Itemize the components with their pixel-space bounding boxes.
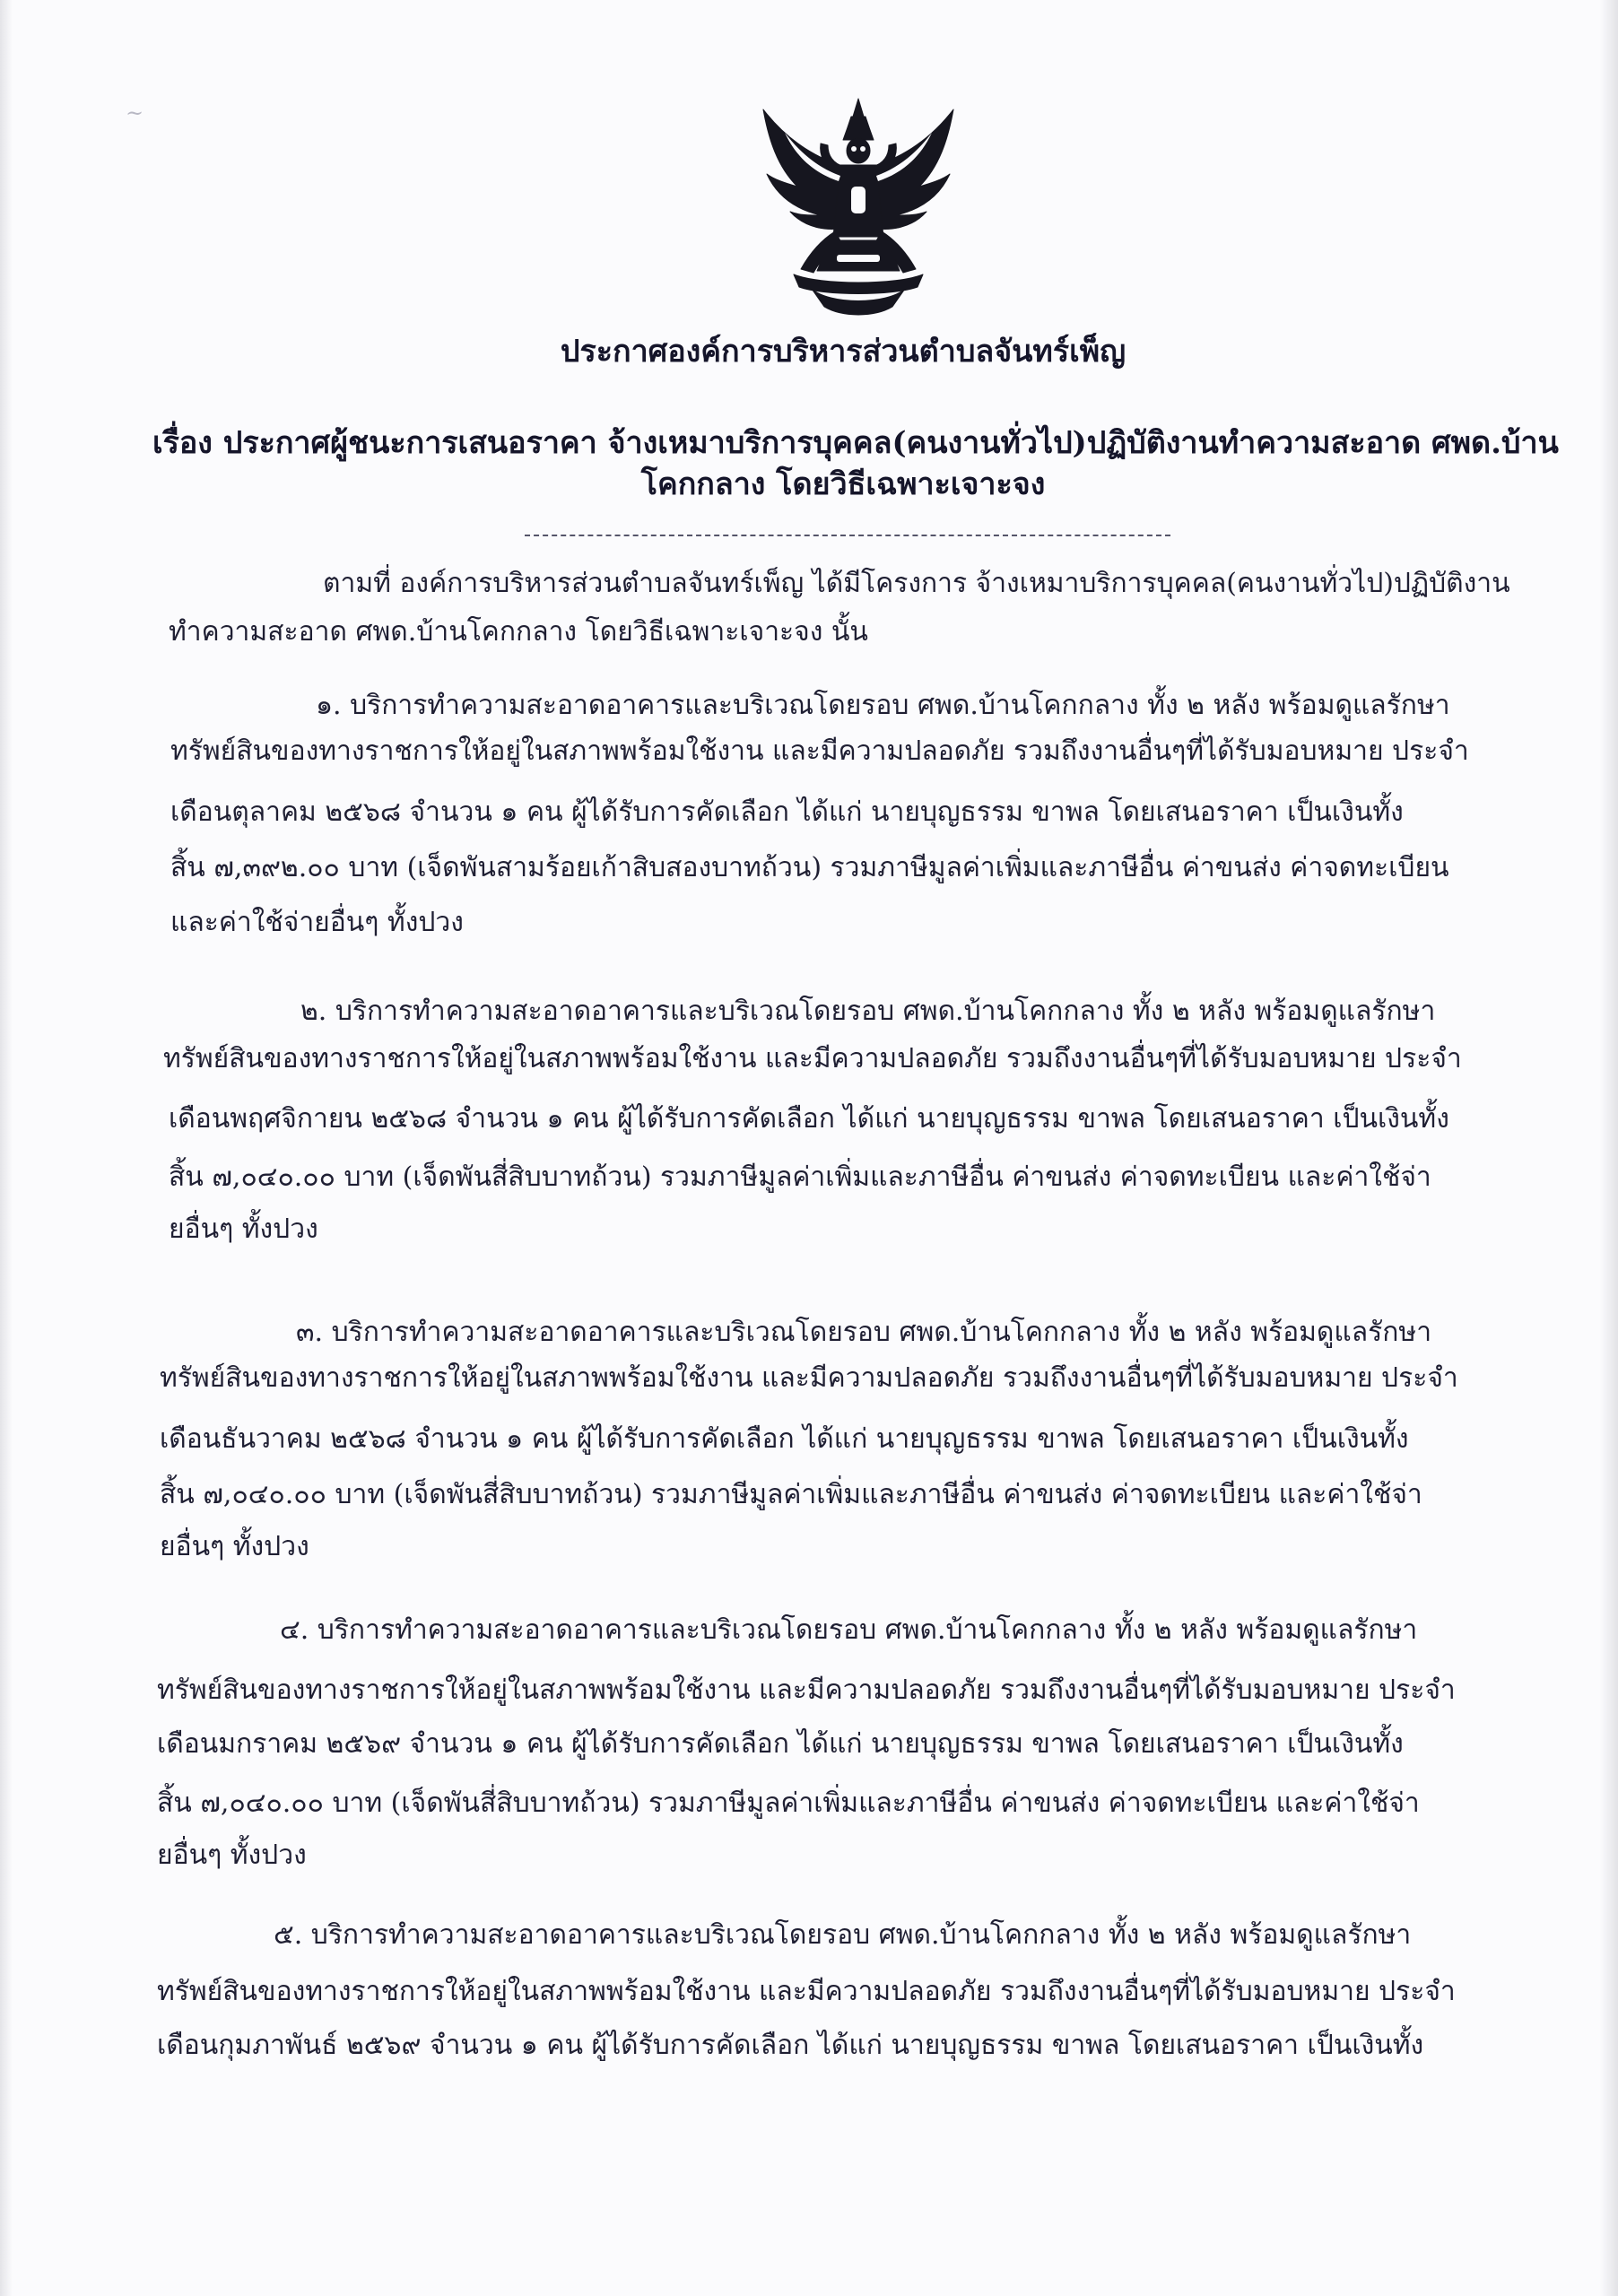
item-line: ทรัพย์สินของทางราชการให้อยู่ในสภาพพร้อมใช้งาน และมีความปลอดภัย รวมถึงงานอื่นๆที่ได้รับมอบหมาย ประจำ — [160, 1362, 1458, 1394]
announcement-subject: เรื่อง ประกาศผู้ชนะการเสนอราคา จ้างเหมาบริการบุคคล(คนงานทั่วไป)ปฏิบัติงานทำความสะอาด ศพด.บ้าน — [152, 425, 1559, 461]
item-line: สิ้น ๗,๐๔๐.๐๐ บาท (เจ็ดพันสี่สิบบาทถ้วน) รวมภาษีมูลค่าเพิ่มและภาษีอื่น ค่าขนส่ง ค่าจดทะเบียน และค่าใช้จ่า — [160, 1479, 1422, 1510]
item-line: เดือนพฤศจิกายน ๒๕๖๘ จำนวน ๑ คน ผู้ได้รับการคัดเลือก ได้แก่ นายบุญธรรม ขาพล โดยเสนอราคา เป็นเงินทั้ง — [169, 1103, 1449, 1135]
item-line: เดือนกุมภาพันธ์ ๒๕๖๙ จำนวน ๑ คน ผู้ได้รับการคัดเลือก ได้แก่ นายบุญธรรม ขาพล โดยเสนอราคา เป็นเงินทั้ง — [157, 2030, 1424, 2061]
item-line: ยอื่นๆ ทั้งปวง — [157, 1839, 307, 1871]
item-line: สิ้น ๗,๐๔๐.๐๐ บาท (เจ็ดพันสี่สิบบาทถ้วน) รวมภาษีมูลค่าเพิ่มและภาษีอื่น ค่าขนส่ง ค่าจดทะเบียน และค่าใช้จ่า — [169, 1161, 1431, 1193]
item-line: และค่าใช้จ่ายอื่นๆ ทั้งปวง — [170, 907, 464, 938]
item-line: เดือนมกราคม ๒๕๖๙ จำนวน ๑ คน ผู้ได้รับการคัดเลือก ได้แก่ นายบุญธรรม ขาพล โดยเสนอราคา เป็นเงินทั้ง — [157, 1728, 1404, 1760]
item-line: ทรัพย์สินของทางราชการให้อยู่ในสภาพพร้อมใช้งาน และมีความปลอดภัย รวมถึงงานอื่นๆที่ได้รับมอบหมาย ประจำ — [157, 1674, 1456, 1706]
item-line: ๑. บริการทำความสะอาดอาคารและบริเวณโดยรอบ ศพด.บ้านโคกกลาง ทั้ง ๒ หลัง พร้อมดูแลรักษา — [316, 690, 1450, 721]
announcement-title: ประกาศองค์การบริหารส่วนตำบลจันทร์เพ็ญ — [560, 334, 1127, 370]
garuda-emblem-icon — [758, 97, 960, 321]
item-line: ยอื่นๆ ทั้งปวง — [169, 1213, 318, 1245]
item-line: ทรัพย์สินของทางราชการให้อยู่ในสภาพพร้อมใช้งาน และมีความปลอดภัย รวมถึงงานอื่นๆที่ได้รับมอบหมาย ประจำ — [157, 1976, 1456, 2007]
intro-line: ตามที่ องค์การบริหารส่วนตำบลจันทร์เพ็ญ ได้มีโครงการ จ้างเหมาบริการบุคคล(คนงานทั่วไป)ปฏิบัติงาน — [323, 568, 1510, 599]
item-line: ยอื่นๆ ทั้งปวง — [160, 1531, 309, 1562]
intro-line: ทำความสะอาด ศพด.บ้านโคกกลาง โดยวิธีเฉพาะเจาะจง นั้น — [169, 616, 868, 648]
item-line: ๕. บริการทำความสะอาดอาคารและบริเวณโดยรอบ ศพด.บ้านโคกกลาง ทั้ง ๒ หลัง พร้อมดูแลรักษา — [274, 1919, 1412, 1951]
item-line: เดือนธันวาคม ๒๕๖๘ จำนวน ๑ คน ผู้ได้รับการคัดเลือก ได้แก่ นายบุญธรรม ขาพล โดยเสนอราคา เป็นเงินทั้ง — [160, 1423, 1409, 1455]
heading-divider — [525, 535, 1170, 536]
item-line: ๒. บริการทำความสะอาดอาคารและบริเวณโดยรอบ ศพด.บ้านโคกกลาง ทั้ง ๒ หลัง พร้อมดูแลรักษา — [300, 996, 1436, 1027]
item-line: เดือนตุลาคม ๒๕๖๘ จำนวน ๑ คน ผู้ได้รับการคัดเลือก ได้แก่ นายบุญธรรม ขาพล โดยเสนอราคา เป็นเงินทั้ง — [170, 796, 1404, 828]
item-line: สิ้น ๗,๐๔๐.๐๐ บาท (เจ็ดพันสี่สิบบาทถ้วน) รวมภาษีมูลค่าเพิ่มและภาษีอื่น ค่าขนส่ง ค่าจดทะเบียน และค่าใช้จ่า — [157, 1787, 1420, 1819]
announcement-subject-cont: โคกกลาง โดยวิธีเฉพาะเจาะจง — [640, 466, 1046, 502]
item-line: ๓. บริการทำความสะอาดอาคารและบริเวณโดยรอบ ศพด.บ้านโคกกลาง ทั้ง ๒ หลัง พร้อมดูแลรักษา — [296, 1317, 1432, 1348]
item-line: ทรัพย์สินของทางราชการให้อยู่ในสภาพพร้อมใช้งาน และมีความปลอดภัย รวมถึงงานอื่นๆที่ได้รับมอบหมาย ประจำ — [170, 735, 1469, 767]
item-line: ทรัพย์สินของทางราชการให้อยู่ในสภาพพร้อมใช้งาน และมีความปลอดภัย รวมถึงงานอื่นๆที่ได้รับมอบหมาย ประจำ — [163, 1043, 1462, 1074]
item-line: ๔. บริการทำความสะอาดอาคารและบริเวณโดยรอบ ศพด.บ้านโคกกลาง ทั้ง ๒ หลัง พร้อมดูแลรักษา — [280, 1614, 1418, 1646]
scan-mark: ~ — [126, 100, 146, 126]
item-line: สิ้น ๗,๓๙๒.๐๐ บาท (เจ็ดพันสามร้อยเก้าสิบสองบาทถ้วน) รวมภาษีมูลค่าเพิ่มและภาษีอื่น ค่าขนส่ง ค่าจดทะเบียน — [170, 852, 1449, 883]
